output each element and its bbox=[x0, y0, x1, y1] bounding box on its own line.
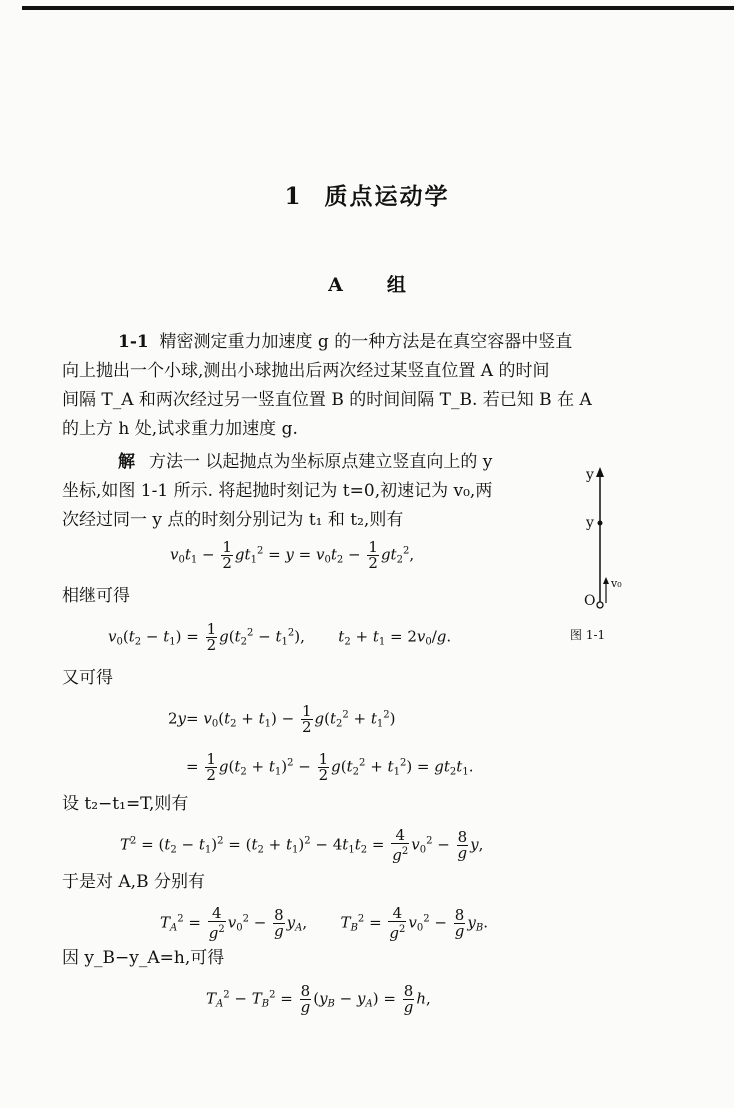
text-then-4: 于是对 A,B 分别有 bbox=[62, 872, 205, 892]
figure-1-1 bbox=[580, 465, 640, 625]
chapter-title bbox=[0, 178, 734, 211]
point-y-marker bbox=[598, 521, 603, 526]
chapter-name: 质点运动学 bbox=[324, 184, 450, 210]
fig-label-y-top: y bbox=[586, 467, 594, 483]
solution-line-2: 坐标,如图 1-1 所示. 将起抛时刻记为 t=0,初速记为 v₀,两 bbox=[62, 481, 493, 501]
equation-6: $T_A^2 - T_B^2$ = $\frac{8}{g}$ $(y_B - y_A)$ = $\frac{8}{g}$ h, bbox=[206, 982, 431, 1016]
solution-line-1 bbox=[118, 448, 492, 477]
problem-number: 1-1 bbox=[118, 332, 149, 352]
fig-label-y-mid: y bbox=[586, 515, 594, 531]
group-heading bbox=[0, 270, 734, 297]
ball-marker bbox=[597, 602, 603, 608]
group-word: 组 bbox=[386, 274, 406, 296]
equation-4: $T^2 = (t_2 - t_1)^2 = (t_2 + t_1)^2 - 4t_1t_2$ = $\frac{4}{g^2}$ $v_0^2$ − $\frac{8}{g}$ y, bbox=[120, 826, 484, 864]
equation-1: $v_0t_1$ − $\frac{1}{2}$ $gt_1^2 = y = v_0t_2$ − $\frac{1}{2}$ $gt_2^2$, bbox=[170, 538, 415, 572]
text-then-2: 又可得 bbox=[62, 668, 113, 688]
solution-text-1: 方法一 以起抛点为坐标原点建立竖直向上的 y bbox=[149, 452, 493, 472]
top-rule bbox=[22, 6, 734, 10]
text-then-1: 相继可得 bbox=[62, 586, 130, 606]
problem-text-1: 精密测定重力加速度 g 的一种方法是在真空容器中竖直 bbox=[159, 332, 573, 352]
fig-label-origin: O bbox=[584, 593, 596, 609]
group-letter: A bbox=[328, 274, 343, 296]
problem-line-3: 间隔 T_A 和两次经过另一竖直位置 B 的时间间隔 T_B. 若已知 B 在 A bbox=[62, 390, 592, 410]
solution-line-3: 次经过同一 y 点的时刻分别记为 t₁ 和 t₂,则有 bbox=[62, 510, 404, 530]
text-then-3: 设 t₂−t₁=T,则有 bbox=[62, 794, 189, 814]
equation-3b: = $\frac{1}{2}$ $g(t_2 + t_1)^2$ − $\frac{1}{2}$ $g(t_2^2 + t_1^2) = gt_2t_1$. bbox=[186, 750, 474, 784]
axis-arrow-icon bbox=[596, 467, 604, 477]
chapter-number: 1 bbox=[284, 183, 303, 210]
velocity-arrow-icon bbox=[603, 577, 609, 584]
equation-3a: $2y= v_0(t_2 + t_1)$ − $\frac{1}{2}$ $g(t_2^2 + t_1^2)$ bbox=[168, 702, 396, 736]
equation-5: $T_A^2$ = $\frac{4}{g^2}$ $v_0^2$ − $\frac{8}{g}$ $y_A$, $T_B^2$ = $\frac{4}{g^2}$ $v_0^2$ − $\frac{8}{g}$ $y_B$. bbox=[160, 904, 488, 942]
problem-line-1 bbox=[118, 328, 572, 357]
problem-line-2: 向上抛出一个小球,测出小球抛出后两次经过某竖直位置 A 的时间 bbox=[62, 361, 550, 381]
text-then-5: 因 y_B−y_A=h,可得 bbox=[62, 948, 225, 968]
problem-line-4: 的上方 h 处,试求重力加速度 g. bbox=[62, 419, 298, 439]
fig-label-v0: v₀ bbox=[611, 577, 622, 590]
solution-label: 解 bbox=[118, 452, 135, 472]
equation-2: $v_0(t_2 - t_1)$ = $\frac{1}{2}$ $g(t_2^2 - t_1^2)$, $t_2 + t_1 = 2v_0/g$. bbox=[108, 620, 452, 654]
figure-caption: 图 1-1 bbox=[570, 628, 606, 642]
